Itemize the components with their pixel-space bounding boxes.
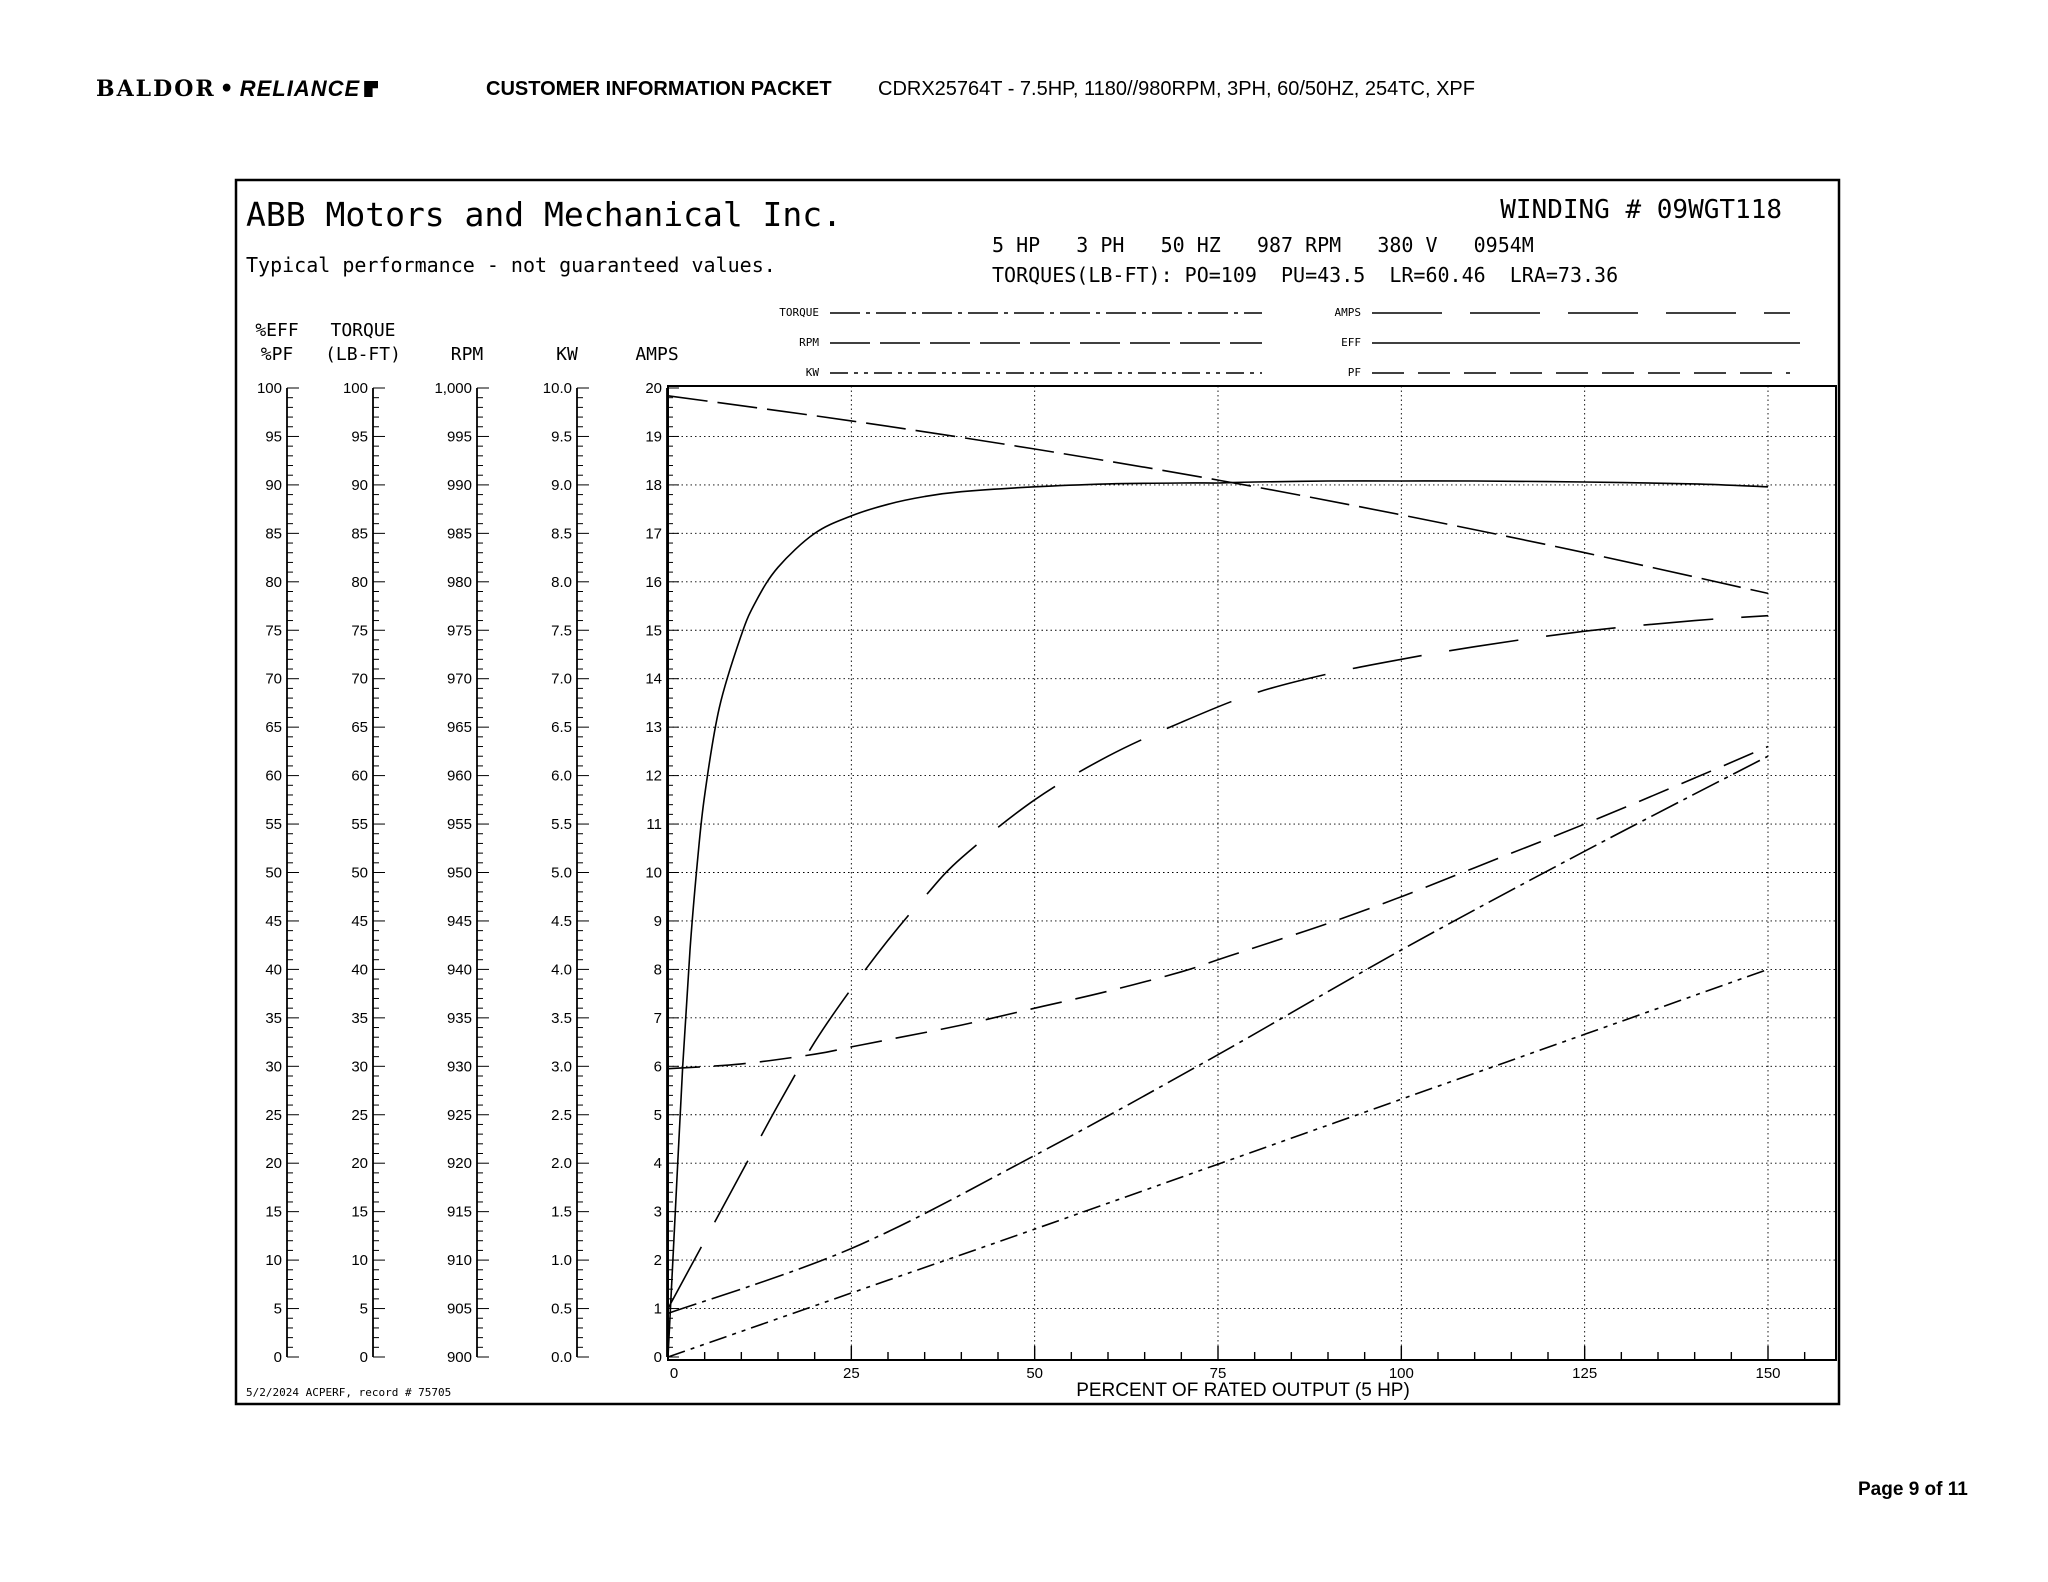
chart-subtitle: Typical performance - not guaranteed values. (246, 253, 776, 277)
y-axis-label-top: %EFF (255, 320, 299, 341)
y-tick-label: 55 (351, 816, 368, 834)
y-tick-label: 960 (446, 767, 472, 785)
y-axis-label-bottom: %PF (260, 344, 294, 365)
y-tick-label: 75 (265, 622, 282, 640)
y-tick-label: 40 (351, 961, 368, 979)
x-tick-label: 150 (1755, 1365, 1781, 1382)
y-tick-label: 8.5 (551, 525, 572, 543)
page-number: Page 9 of 11 (1858, 1479, 1968, 1500)
torques-label: TORQUES(LB-FT): PO=109 PU=43.5 LR=60.46 LRA=73.36 (992, 263, 1619, 287)
y-tick-label: 930 (446, 1058, 472, 1076)
y-tick-label: 5 (359, 1300, 368, 1318)
y-tick-label: 4.0 (551, 961, 572, 979)
y-tick-label: 90 (265, 476, 282, 494)
y-tick-label: 2.0 (551, 1155, 572, 1173)
y-tick-label: 20 (645, 380, 662, 397)
y-tick-label: 90 (351, 476, 368, 494)
x-axis-label: PERCENT OF RATED OUTPUT (5 HP) (1076, 1380, 1410, 1401)
y-tick-label: 85 (351, 525, 368, 543)
y-tick-label: 920 (446, 1155, 472, 1173)
y-tick-label: 55 (265, 816, 282, 834)
y-axis-4 (635, 344, 679, 1366)
y-axes (255, 320, 679, 1366)
y-tick-label: 0.5 (551, 1300, 572, 1318)
y-tick-label: 13 (645, 719, 662, 737)
specs-label: 5 HP 3 PH 50 HZ 987 RPM 380 V 0954M (992, 233, 1534, 257)
y-axis-label-bottom: (LB-FT) (325, 344, 401, 365)
y-axis-0 (255, 320, 299, 1366)
y-tick-label: 6.0 (551, 767, 572, 785)
y-tick-label: 60 (265, 767, 282, 785)
x-tick-label: 75 (1209, 1365, 1227, 1382)
y-tick-label: 7.0 (551, 670, 572, 688)
y-tick-label: 990 (446, 476, 472, 494)
y-tick-label: 945 (446, 912, 472, 930)
y-tick-label: 100 (342, 380, 368, 397)
y-tick-label: 15 (351, 1203, 368, 1221)
y-tick-label: 15 (645, 622, 662, 640)
y-tick-label: 2 (653, 1252, 662, 1270)
y-tick-label: 1.5 (551, 1203, 572, 1221)
y-tick-label: 940 (446, 961, 472, 979)
y-tick-label: 5 (273, 1300, 282, 1318)
y-tick-label: 970 (446, 670, 472, 688)
y-axis-label-bottom: RPM (450, 344, 484, 365)
plot-border (668, 386, 1836, 1360)
plot-area (668, 386, 1836, 1382)
y-tick-label: 15 (265, 1203, 282, 1221)
y-tick-label: 30 (265, 1058, 282, 1076)
y-tick-label: 965 (446, 719, 472, 737)
y-tick-label: 9.0 (551, 476, 572, 494)
y-tick-label: 915 (446, 1203, 472, 1221)
y-tick-label: 25 (265, 1106, 282, 1124)
y-tick-label: 900 (446, 1349, 472, 1366)
y-tick-label: 35 (265, 1009, 282, 1027)
y-tick-label: 4.5 (551, 912, 572, 930)
y-tick-label: 70 (265, 670, 282, 688)
y-tick-label: 975 (446, 622, 472, 640)
legend-label: AMPS (1334, 306, 1361, 319)
y-axis-label-top: TORQUE (330, 320, 396, 341)
y-axis-label-bottom: AMPS (635, 344, 679, 365)
y-tick-label: 85 (265, 525, 282, 543)
y-tick-label: 980 (446, 573, 472, 591)
y-tick-label: 12 (645, 767, 662, 785)
record-label: 5/2/2024 ACPERF, record # 75705 (246, 1386, 452, 1399)
y-tick-label: 1 (653, 1300, 662, 1318)
y-tick-label: 60 (351, 767, 368, 785)
y-tick-label: 95 (265, 428, 282, 446)
y-tick-label: 10 (645, 864, 662, 882)
series-amps-line (668, 747, 1768, 1069)
y-tick-label: 1,000 (434, 380, 472, 397)
y-tick-label: 50 (265, 864, 282, 882)
y-tick-label: 985 (446, 525, 472, 543)
y-tick-label: 0 (273, 1349, 282, 1366)
y-tick-label: 9.5 (551, 428, 572, 446)
y-tick-label: 50 (351, 864, 368, 882)
y-tick-label: 40 (265, 961, 282, 979)
brand-right: RELIANCE (239, 76, 361, 101)
y-tick-label: 8 (653, 961, 662, 979)
y-tick-label: 80 (351, 573, 368, 591)
y-tick-label: 100 (256, 380, 282, 397)
y-tick-label: 45 (265, 912, 282, 930)
y-tick-label: 80 (265, 573, 282, 591)
y-tick-label: 11 (646, 816, 662, 834)
y-tick-label: 5.0 (551, 864, 572, 882)
y-tick-label: 16 (645, 573, 662, 591)
y-tick-label: 9 (653, 912, 662, 930)
legend-label: PF (1347, 366, 1361, 379)
y-tick-label: 20 (351, 1155, 368, 1173)
y-tick-label: 3.0 (551, 1058, 572, 1076)
y-tick-label: 3.5 (551, 1009, 572, 1027)
y-tick-label: 30 (351, 1058, 368, 1076)
y-axis-3 (543, 344, 589, 1366)
y-tick-label: 20 (265, 1155, 282, 1173)
x-tick-label: 50 (1026, 1365, 1044, 1382)
y-tick-label: 905 (446, 1300, 472, 1318)
y-tick-label: 0 (359, 1349, 368, 1366)
y-tick-label: 7 (653, 1009, 662, 1027)
chart-title: ABB Motors and Mechanical Inc. (246, 195, 843, 234)
y-tick-label: 75 (351, 622, 368, 640)
y-tick-label: 95 (351, 428, 368, 446)
y-axis-label-bottom: KW (556, 344, 578, 365)
y-axis-1 (325, 320, 401, 1366)
y-tick-label: 5.5 (551, 816, 572, 834)
y-tick-label: 65 (351, 719, 368, 737)
y-tick-label: 5 (653, 1106, 662, 1124)
brand-dot: • (219, 76, 236, 102)
y-tick-label: 935 (446, 1009, 472, 1027)
y-tick-label: 70 (351, 670, 368, 688)
model-line: CDRX25764T - 7.5HP, 1180//980RPM, 3PH, 60/50HZ, 254TC, XPF (878, 78, 1475, 100)
legend-label: EFF (1341, 336, 1361, 349)
y-tick-label: 1.0 (551, 1252, 572, 1270)
brand-left: BALDOR (96, 76, 216, 102)
y-tick-label: 19 (645, 428, 662, 446)
y-tick-label: 955 (446, 816, 472, 834)
y-tick-label: 950 (446, 864, 472, 882)
y-tick-label: 6.5 (551, 719, 572, 737)
x-tick-label: 100 (1388, 1365, 1414, 1382)
y-tick-label: 0.0 (551, 1349, 572, 1366)
y-tick-label: 10.0 (542, 380, 572, 397)
x-tick-label: 125 (1572, 1365, 1598, 1382)
y-tick-label: 25 (351, 1106, 368, 1124)
legend-label: RPM (799, 336, 819, 349)
legend-label: KW (805, 366, 819, 379)
y-axis-2 (434, 344, 489, 1366)
y-tick-label: 910 (446, 1252, 472, 1270)
y-tick-label: 925 (446, 1106, 472, 1124)
legend-label: TORQUE (779, 306, 819, 319)
y-tick-label: 10 (265, 1252, 282, 1270)
y-tick-label: 10 (351, 1252, 368, 1270)
y-tick-label: 4 (653, 1155, 662, 1173)
y-tick-label: 8.0 (551, 573, 572, 591)
y-tick-label: 995 (446, 428, 472, 446)
y-tick-label: 2.5 (551, 1106, 572, 1124)
y-tick-label: 45 (351, 912, 368, 930)
y-tick-label: 0 (653, 1349, 662, 1366)
y-tick-label: 35 (351, 1009, 368, 1027)
legend (779, 306, 1800, 379)
x-tick-label: 0 (669, 1365, 679, 1382)
y-tick-label: 7.5 (551, 622, 572, 640)
x-tick-label: 25 (842, 1365, 860, 1382)
packet-title: CUSTOMER INFORMATION PACKET (486, 78, 832, 100)
y-tick-label: 18 (645, 476, 662, 494)
y-tick-label: 14 (645, 670, 662, 688)
winding-label: WINDING # 09WGT118 (1500, 195, 1782, 225)
y-tick-label: 65 (265, 719, 282, 737)
y-tick-label: 6 (653, 1058, 662, 1076)
y-tick-label: 17 (645, 525, 662, 543)
y-tick-label: 3 (653, 1203, 662, 1221)
